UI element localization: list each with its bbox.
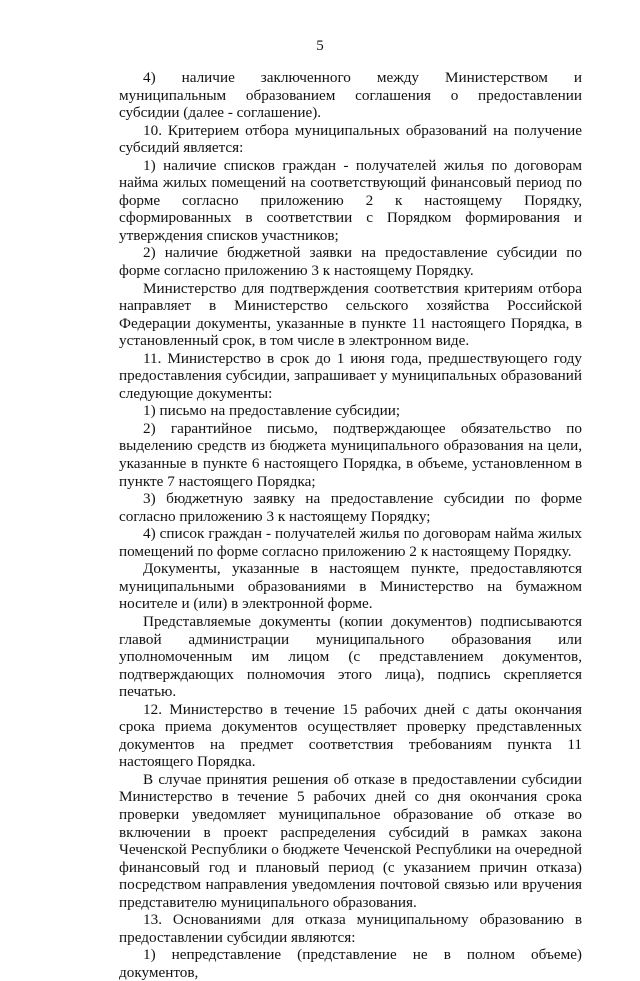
- paragraph-clause-13: 13. Основаниями для отказа муниципальному образованию в предоставлении субсидии являются:: [119, 911, 582, 946]
- paragraph-item-4-agreement: 4) наличие заключенного между Министерством и муниципальным образованием соглашения о предоставлении субсидии (далее - соглашение).: [119, 69, 582, 122]
- paragraph-refusal-notice: В случае принятия решения об отказе в предоставлении субсидии Министерство в течение 5 рабочих дней со дня окончания срока проверки уведомляет муниципальное образование об отказе во включении в проект распределения субсидий в рамках закона Чеченской Республики о бюджете Чеченской Республики на очередной финансовый год и плановый период (с указанием причин отказа) посредством направления уведомления почтовой связью или вручения представителю муниципального образования.: [119, 770, 582, 911]
- paragraph-doc-3: 3) бюджетную заявку на предоставление субсидии по форме согласно приложению 3 к настоящему Порядку;: [119, 490, 582, 525]
- paragraph-criterion-1: 1) наличие списков граждан - получателей жилья по договорам найма жилых помещений на соответствующий финансовый период по форме согласно приложению 2 к настоящему Порядку, сформированных в соответствии с Порядком формирования и утверждения списков участников;: [119, 156, 582, 244]
- paragraph-clause-11: 11. Министерство в срок до 1 июня года, предшествующего году предоставления субсидии, запрашивает у муниципальных образований следующие документы:: [119, 349, 582, 402]
- paragraph-clause-10: 10. Критерием отбора муниципальных образований на получение субсидий является:: [119, 121, 582, 157]
- paragraph-clause-12: 12. Министерство в течение 15 рабочих дней с даты окончания срока приема документов осуществляет проверку представленных документов на предмет соответствия требованиям пункта 11 настоящего Порядка.: [119, 700, 582, 771]
- paragraph-doc-2: 2) гарантийное письмо, подтверждающее обязательство по выделению средств из бюджета муниципального образования на цели, указанные в пункте 6 настоящего Порядка, в объеме, установленном в пункте 7 настоящего Порядка;: [119, 419, 582, 490]
- paragraph-doc-4: 4) список граждан - получателей жилья по договорам найма жилых помещений по форме согласно приложению 2 к настоящему Порядку.: [119, 525, 582, 560]
- page-number: 5: [316, 38, 324, 54]
- paragraph-criterion-2: 2) наличие бюджетной заявки на предоставление субсидии по форме согласно приложению 3 к настоящему Порядку.: [119, 244, 582, 280]
- paragraph-documents-signature: Представляемые документы (копии документов) подписываются главой администрации муниципального образования или уполномоченным им лицом (с представлением документов, подтверждающих полномочия этого лица), подпись скрепляется печатью.: [119, 612, 582, 701]
- paragraph-doc-1: 1) письмо на предоставление субсидии;: [143, 402, 401, 420]
- paragraph-refusal-ground-1: 1) непредставление (представление не в полном объеме) документов,: [119, 946, 582, 981]
- paragraph-ministry-confirmation: Министерство для подтверждения соответствия критериям отбора направляет в Министерство сельского хозяйства Российской Федерации документы, указанные в пункте 11 настоящего Порядка, в установленный срок, в том числе в электронном виде.: [119, 279, 582, 350]
- paragraph-documents-submission: Документы, указанные в настоящем пункте, предоставляются муниципальными образованиями в Министерство на бумажном носителе и (или) в электронной форме.: [119, 560, 582, 613]
- document-body: [119, 69, 582, 981]
